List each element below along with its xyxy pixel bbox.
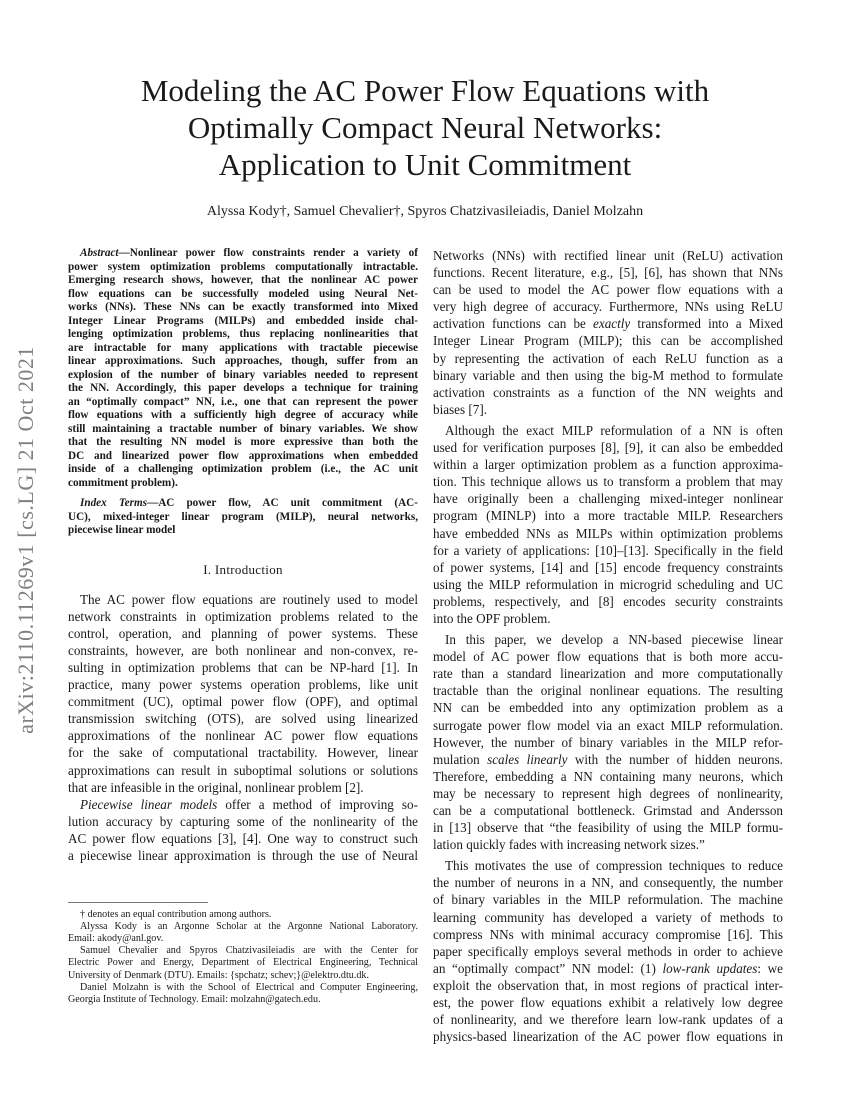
right-paragraph-3: In this paper, we develop a NN-based piecewise linear model of AC power flow equations that is both more accu- rate than a standard linearization and more computationally tractable than the original nonlinear equations. The resulting NN can be embedded into any optimization problem as a surrogate power flow model via an exact MILP reformulation. However, the number of binary variables in the MILP refor- mulation scales linearly with the number of hidden neurons. Therefore, embedding a NN containing many neurons, which may be necessary to represent high degrees of nonlinearity, can be a computational bottleneck. Grimstad and Andersson in [13] observe that “the feasibility of using the MILP formu- lation quickly fades with increasing network sizes.” xyxy=(433,632,783,853)
intro-paragraph-1: The AC power flow equations are routinely used to model network constraints in optimization problems related to the control, operation, and planning of power systems. These constraints, however, are both nonlinear and non-convex, re- sulting in optimization problems that can be NP-hard [1]. In practice, many power systems operation problems, like unit commitment (UC), optimal power flow (OPF), and optimal transmission switching (OTS), are solved using linearized approximations of the nonlinear AC power flow equations for the sake of computational tractability. However, linear approximations can result in suboptimal solutions or solutions that are infeasible in the original, nonlinear problem [2]. xyxy=(68,591,418,795)
abstract: Abstract—Nonlinear power flow constraints render a variety of power system optimization problems computationally intractable. Emerging research shows, however, that the nonlinear AC power flow equations can be successfully modeled using Neural Net- works (NNs). These NNs can be exactly transformed into Mixed Integer Linear Programs (MILPs) and embedded inside chal- lenging optimization problems, thus replacing nonlinearities that are intractable for many applications with tractable piecewise linear approximations. Such approaches, though, suffer from an explosion of the number of binary variables needed to represent the NN. Accordingly, this paper develops a technique for training an “optimally compact” NN, i.e., one that can represent the power flow equations with a sufficiently high degree of accuracy while still maintaining a tractable number of binary variables. We show that the resulting NN model is more expressive than both the DC and linearized power flow approximations when embedded inside of a challenging optimization problem (i.e., the AC unit commitment problem). xyxy=(68,247,418,489)
footnote-rule xyxy=(68,902,208,903)
arxiv-stamp: arXiv:2110.11269v1 [cs.LG] 21 Oct 2021 xyxy=(13,346,38,734)
author-list: Alyssa Kody†, Samuel Chevalier†, Spyros Chatzivasileiadis, Daniel Molzahn xyxy=(206,204,644,219)
index-terms: Index Terms—AC power flow, AC unit commitment (AC- UC), mixed-integer linear program (MILP), neural networks, piecewise linear model xyxy=(68,497,418,536)
paper-title: Modeling the AC Power Flow Equations with Optimally Compact Neural Networks: Application to Unit Commitment xyxy=(140,73,710,182)
left-column xyxy=(68,247,418,1006)
section-heading-introduction: I. Introduction xyxy=(203,561,283,577)
intro-paragraph-2: Piecewise linear models offer a method of improving so- lution accuracy by capturing some of the nonlinearity of the AC power flow equations [3], [4]. One way to construct such a piecewise linear approximation is through the use of Neural xyxy=(68,796,418,863)
right-paragraph-2: Although the exact MILP reformulation of a NN is often used for verification purposes [8], [9], it can also be embedded within a larger optimization problem as a function approxima- tion. This technique allows us to transform a problem that may have originally been a challenging mixed-integer nonlinear program (MINLP) into a more tractable MILP. Researchers have embedded NNs as MILPs within optimization problems for a variety of applications: [10]–[13]. Specifically in the field of power systems, [14] and [15] encode frequency constraints using the MILP reformulation in microgrid scheduling and UC problems, respectively, and [8] encodes security constraints into the OPF problem. xyxy=(433,422,783,626)
footnotes: † denotes an equal contribution among authors. Alyssa Kody is an Argonne Scholar at the Argonne National Laboratory. Email: akody@anl.gov. Samuel Chevalier and Spyros Chatzivasileiadis are with the Center for Electric Power and Energy, Department of Electrical Engineering, Technical University of Denmark (DTU). Emails: {spchatz; schev;}@elektro.dtu.dk. Daniel Molzahn is with the School of Electrical and Computer Engineering, Georgia Institute of Technology. Email: molzahn@gatech.edu. xyxy=(68,909,418,1005)
right-column xyxy=(433,247,783,1045)
right-paragraph-4: This motivates the use of compression techniques to reduce the number of neurons in a NN, and consequently, the number of binary variables in the MILP reformulation. The machine learning community has developed a variety of methods to compress NNs with minimal accuracy compromise [16]. This paper specifically employs several methods in order to achieve an “optimally compact” NN model: (1) low-rank updates: we exploit the observation that, in most regions of practical inter- est, the power flow equations exhibit a relatively low degree of nonlinearity, and we therefore learn low-rank updates of a physics-based linearization of the AC power flow equations in xyxy=(433,858,783,1045)
right-paragraph-1: Networks (NNs) with rectified linear unit (ReLU) activation functions. Recent literature, e.g., [5], [6], has shown that NNs can be used to model the AC power flow equations with a very high degree of accuracy. Furthermore, NNs using ReLU activation functions can be exactly transformed into a Mixed Integer Linear Program (MILP); this can be accomplished by representing the activation of each ReLU function as a binary variable and then using the big-M method to formulate activation constraints as a function of the NN weights and biases [7]. xyxy=(433,248,783,417)
